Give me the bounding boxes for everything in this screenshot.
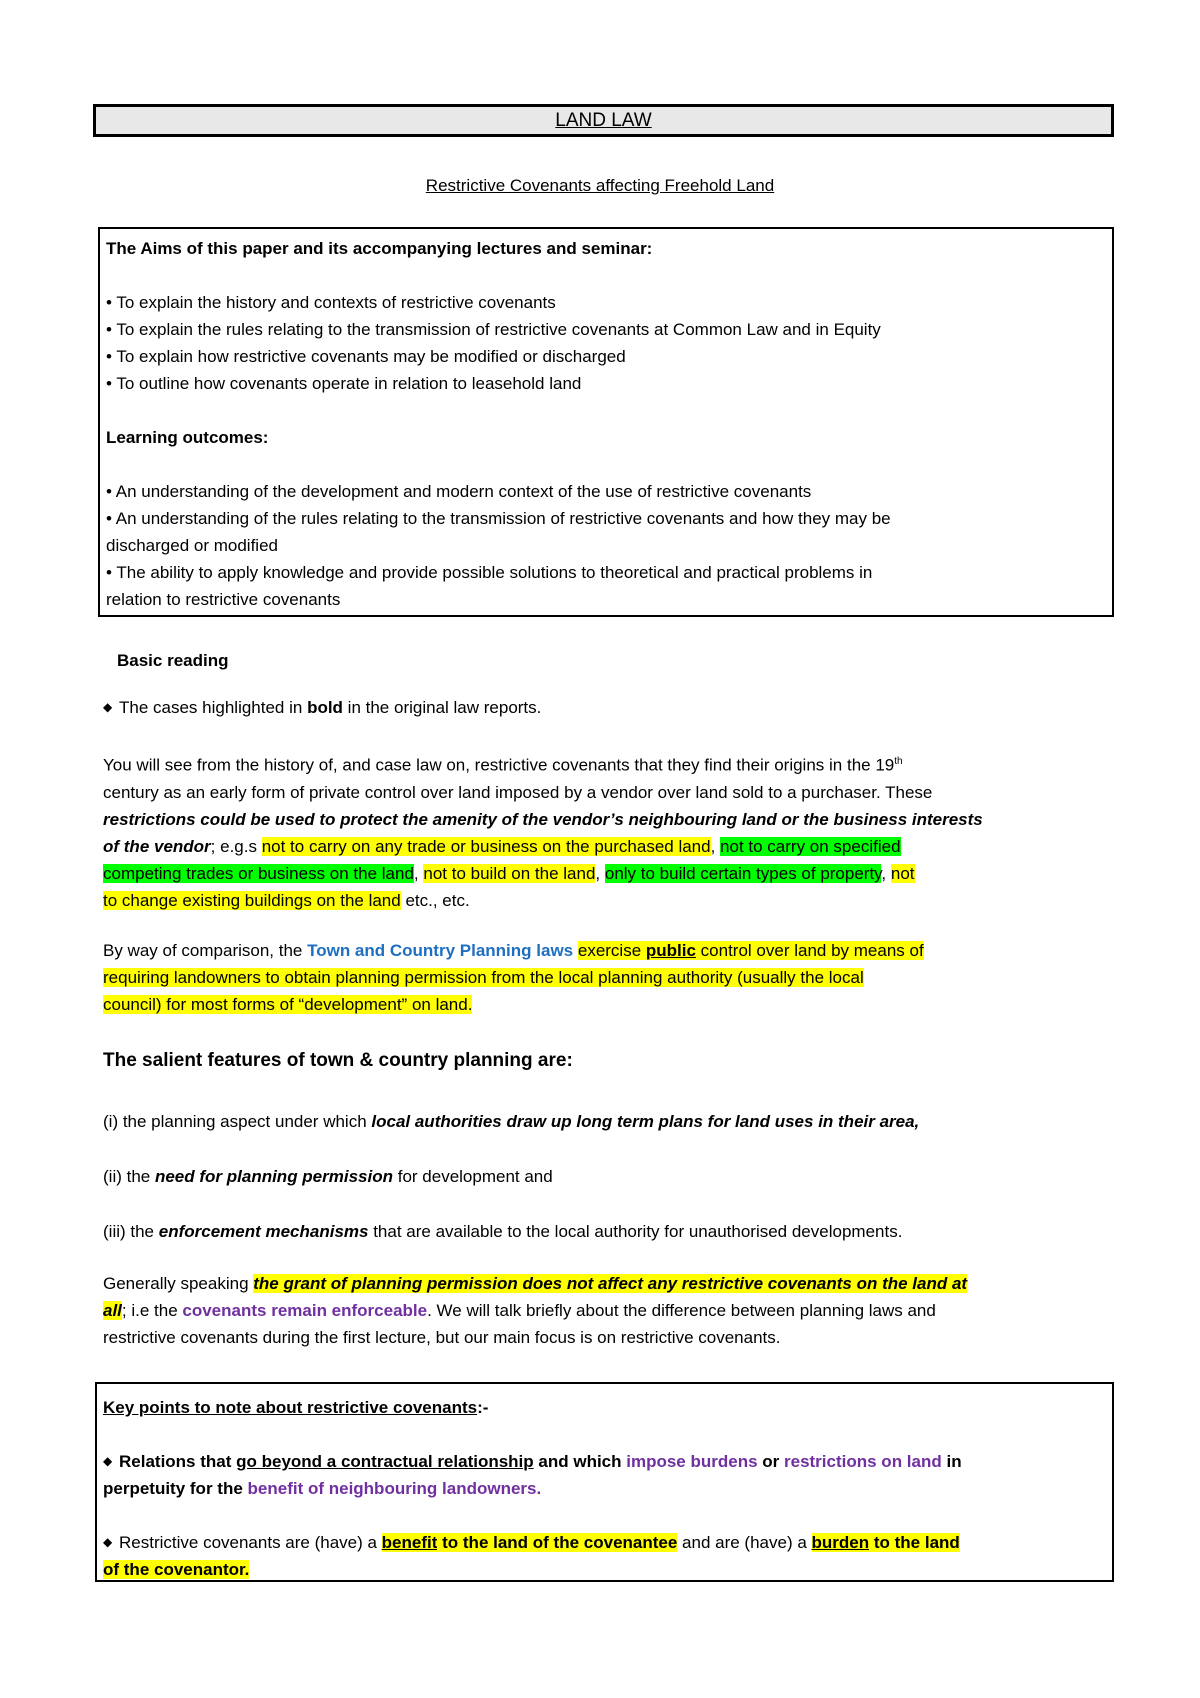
bullet-dot-icon: • xyxy=(106,347,117,366)
aims-bullet: • To explain how restrictive covenants may be modified or discharged xyxy=(106,347,626,366)
bullet-dot-icon: • xyxy=(106,293,117,312)
aims-bullet: • To outline how covenants operate in relation to leasehold land xyxy=(106,374,582,393)
feature-2: (ii) the need for planning permission for development and xyxy=(103,1167,553,1186)
aims-bullet: • To explain the history and contexts of restrictive covenants xyxy=(106,293,556,312)
bullet-dot-icon: • xyxy=(106,374,117,393)
subtitle: Restrictive Covenants affecting Freehold Land xyxy=(425,176,775,195)
diamond-bullet-icon: ◆ xyxy=(103,1454,113,1468)
aims-box xyxy=(98,227,1114,617)
aims-heading: The Aims of this paper and its accompanying lectures and seminar: xyxy=(106,239,653,258)
diamond-bullet-icon: ◆ xyxy=(103,1535,113,1549)
key-points-box: Key points to note about restrictive covenants:- ◆ Relations that go beyond a contractual relationship and which impose burdens or restrictions on land in perpetuity for the benefit of neighbouring landowners. ◆ Restrictive covenants are (have) a benefit to the land of the covenantee and are (have) a burden to the land of the covenantor. xyxy=(95,1382,1114,1582)
key-point-1: ◆ Relations that go beyond a contractual relationship and which impose burdens or restrictions on land in xyxy=(103,1448,1106,1475)
basic-reading-heading: Basic reading xyxy=(117,651,229,670)
outcome-item-cont: relation to restrictive covenants xyxy=(106,590,341,609)
feature-3: (iii) the enforcement mechanisms that are available to the local authority for unauthorised developments. xyxy=(103,1222,903,1241)
planning-paragraph: By way of comparison, the Town and Country Planning laws exercise public control over land by means of requiring landowners to obtain planning permission from the local planning authority (usually the local council) for most forms of “development” on land. xyxy=(103,941,924,1014)
key-point-2: ◆ Restrictive covenants are (have) a benefit to the land of the covenantee and are (have) a burden to the land xyxy=(103,1529,1106,1556)
history-paragraph: You will see from the history of, and case law on, restrictive covenants that they find their origins in the 19th century as an early form of private control over land imposed by a vendor over land sold to a purchaser. These restrictions could be used to protect the amenity of the vendor’s neighbouring land or the business interests of the vendor; e.g.s not to carry on any trade or business on the purchased land, not to carry on specified competing trades or business on the land, not to build on the land, only to build certain types of property, not to change existing buildings on the land etc., etc. xyxy=(103,755,983,910)
outcome-item: • The ability to apply knowledge and provide possible solutions to theoretical and practical problems in xyxy=(106,563,873,582)
bullet-dot-icon: • xyxy=(106,509,116,528)
bullet-dot-icon: • xyxy=(106,482,116,501)
feature-1: (i) the planning aspect under which local authorities draw up long term plans for land uses in their area, xyxy=(103,1112,920,1131)
bullet-dot-icon: • xyxy=(106,563,117,582)
key-point-2-cont: of the covenantor. xyxy=(103,1560,250,1579)
aims-bullet: • To explain the rules relating to the transmission of restrictive covenants at Common Law and in Equity xyxy=(106,320,881,339)
key-points-heading: Key points to note about restrictive covenants xyxy=(103,1398,478,1417)
enforceable-paragraph: Generally speaking the grant of planning permission does not affect any restrictive covenants on the land at all; i.e the covenants remain enforceable. We will talk briefly about the difference between planning laws and restrictive covenants during the first lecture, but our main focus is on restrictive covenants. xyxy=(103,1274,968,1347)
outcome-item: • An understanding of the rules relating to the transmission of restrictive covenants and how they may be xyxy=(106,509,891,528)
diamond-bullet-icon: ◆ xyxy=(103,700,113,714)
bullet-dot-icon: • xyxy=(106,320,117,339)
outcomes-heading: Learning outcomes: xyxy=(106,428,269,447)
outcome-item-cont: discharged or modified xyxy=(106,536,278,555)
outcome-item: • An understanding of the development and modern context of the use of restrictive covenants xyxy=(106,482,812,501)
basic-reading-item: ◆ The cases highlighted in bold in the original law reports. xyxy=(103,694,1113,721)
page-title: LAND LAW xyxy=(555,110,652,131)
title-box xyxy=(93,104,1114,137)
salient-heading: The salient features of town & country planning are: xyxy=(103,1050,573,1071)
key-point-1-cont: perpetuity for the benefit of neighbouring landowners. xyxy=(103,1479,542,1498)
